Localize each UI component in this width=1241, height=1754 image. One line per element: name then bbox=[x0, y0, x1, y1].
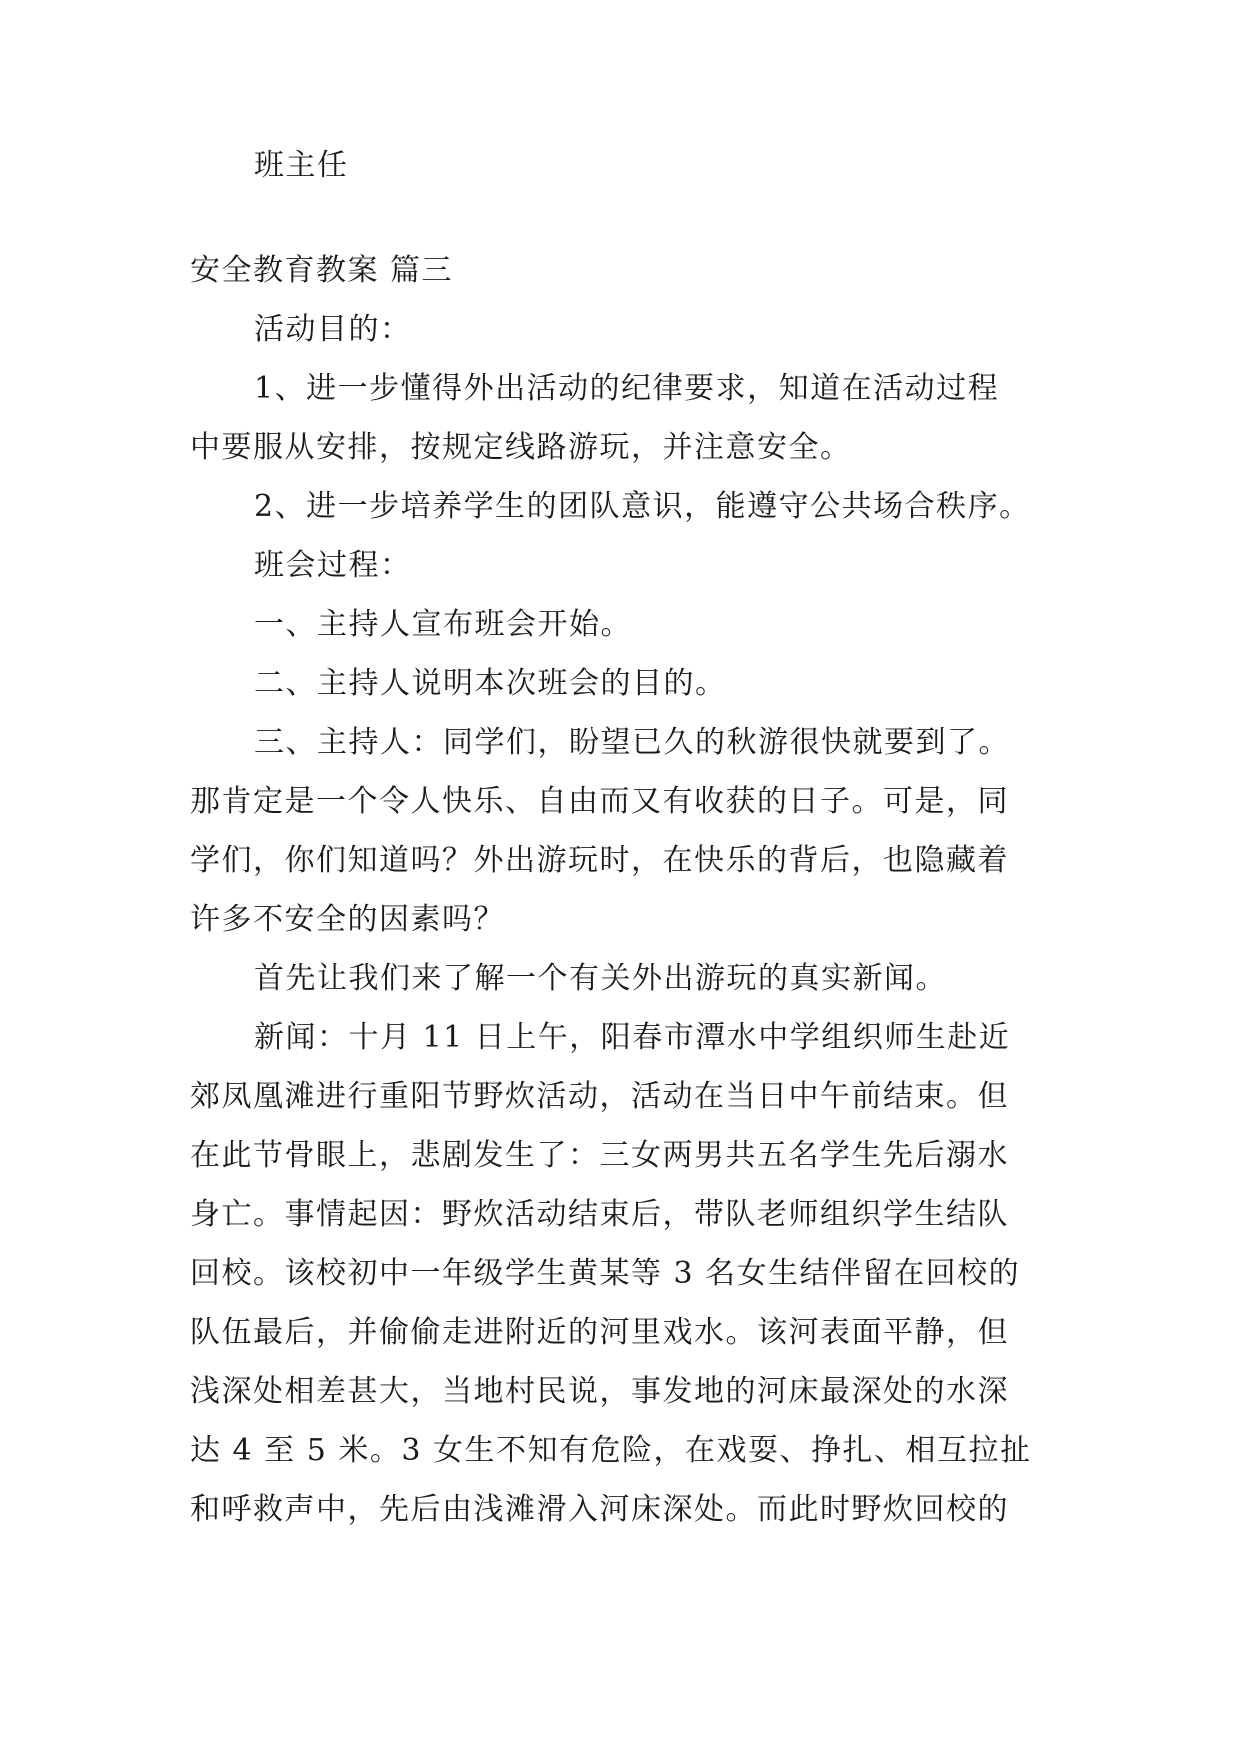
paragraph-line: 回校。该校初中一年级学生黄某等 3 名女生结伴留在回校的 bbox=[190, 1256, 1021, 1291]
paragraph-line: 中要服从安排，按规定线路游玩，并注意安全。 bbox=[190, 430, 852, 465]
paragraph-line: 三、主持人：同学们，盼望已久的秋游很快就要到了。 bbox=[254, 725, 1010, 760]
section-title: 安全教育教案 篇三 bbox=[190, 253, 454, 288]
paragraph-heading: 班会过程： bbox=[254, 548, 412, 583]
paragraph-line: 队伍最后，并偷偷走进附近的河里戏水。该河表面平静，但 bbox=[190, 1315, 1009, 1350]
signature-line: 班主任 bbox=[254, 148, 349, 183]
paragraph-heading: 活动目的： bbox=[254, 312, 412, 347]
paragraph-line: 身亡。事情起因：野炊活动结束后，带队老师组织学生结队 bbox=[190, 1197, 1009, 1232]
paragraph-line: 和呼救声中，先后由浅滩滑入河床深处。而此时野炊回校的 bbox=[190, 1492, 1009, 1527]
paragraph-line: 许多不安全的因素吗？ bbox=[190, 902, 505, 937]
paragraph-line: 在此节骨眼上，悲剧发生了：三女两男共五名学生先后溺水 bbox=[190, 1138, 1009, 1173]
paragraph-line: 首先让我们来了解一个有关外出游玩的真实新闻。 bbox=[254, 961, 947, 996]
paragraph-line: 1、进一步懂得外出活动的纪律要求，知道在活动过程 bbox=[254, 371, 1000, 406]
paragraph-line: 那肯定是一个令人快乐、自由而又有收获的日子。可是，同 bbox=[190, 784, 1009, 819]
paragraph-line: 浅深处相差甚大，当地村民说，事发地的河床最深处的水深 bbox=[190, 1374, 1009, 1409]
paragraph-line: 达 4 至 5 米。3 女生不知有危险，在戏耍、挣扎、相互拉扯 bbox=[190, 1433, 1032, 1468]
paragraph-line: 2、进一步培养学生的团队意识，能遵守公共场合秩序。 bbox=[254, 489, 1031, 524]
paragraph-line: 学们，你们知道吗？外出游玩时，在快乐的背后，也隐藏着 bbox=[190, 843, 1009, 878]
paragraph-line: 一、主持人宣布班会开始。 bbox=[254, 607, 632, 642]
paragraph-line: 新闻：十月 11 日上午，阳春市潭水中学组织师生赴近 bbox=[254, 1020, 1011, 1055]
paragraph-line: 郊凤凰滩进行重阳节野炊活动，活动在当日中午前结束。但 bbox=[190, 1079, 1009, 1114]
paragraph-line: 二、主持人说明本次班会的目的。 bbox=[254, 666, 727, 701]
